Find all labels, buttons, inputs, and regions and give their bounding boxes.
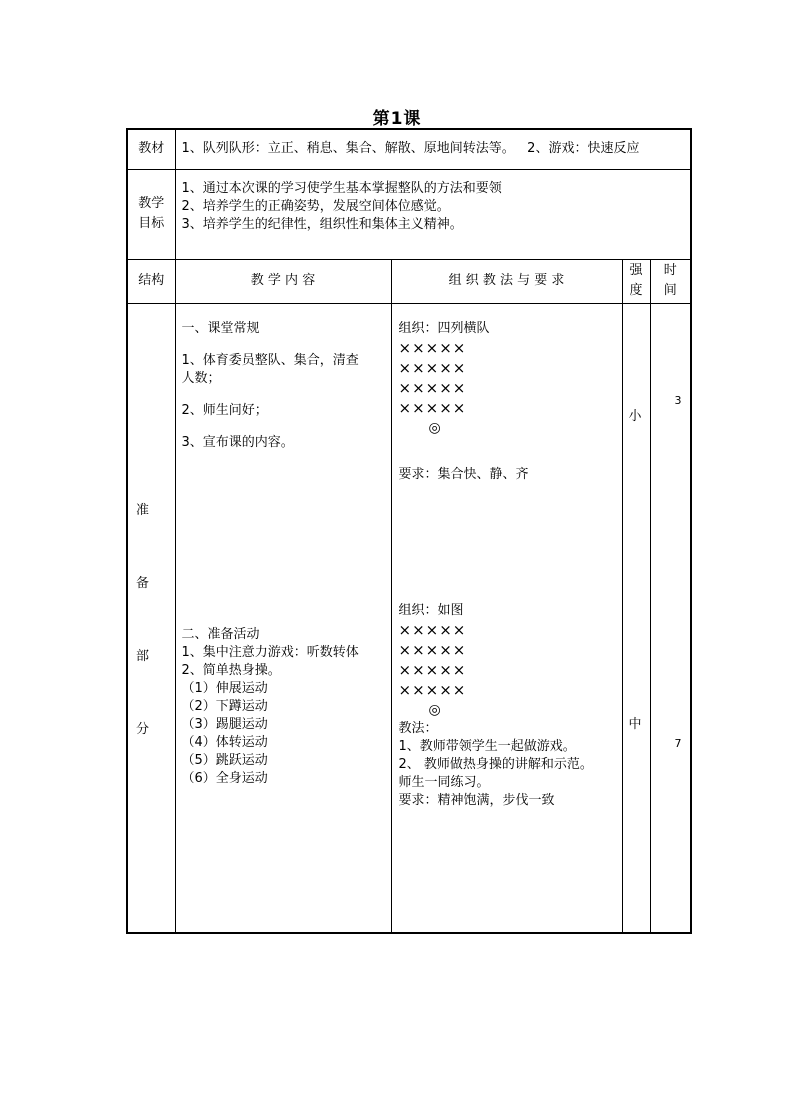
lesson-plan-table (126, 128, 692, 934)
goals-label (127, 169, 175, 259)
header-intensity-line1: 强 (629, 263, 643, 278)
method-requirement: 要求：集合快、静、齐 (398, 466, 529, 482)
header-intensity (622, 259, 650, 303)
method-org: 组织：如图 (398, 602, 464, 618)
goals-list (175, 169, 691, 259)
intensity-cell (622, 303, 650, 933)
content-heading: 一、课堂常规 (181, 320, 260, 336)
goal-item: 2、培养学生的正确姿势，发展空间体位感觉。 (181, 198, 450, 214)
content-item: 2、师生问好； (181, 402, 268, 418)
material-label: 教材 (127, 129, 175, 169)
goals-row (127, 169, 691, 259)
method-teach-item: 2、 教师做热身操的讲解和示范。 (398, 756, 593, 772)
formation-row: ××××× (398, 620, 467, 639)
content-part1 (182, 320, 387, 452)
method-part1 (399, 320, 619, 484)
formation-row: ××××× (398, 378, 467, 397)
page-title: 第1课 (372, 109, 422, 129)
material-text (175, 129, 691, 169)
intensity-value: 中 (628, 716, 642, 732)
header-intensity-line2: 度 (629, 283, 643, 298)
content-part2 (182, 626, 387, 788)
method-teach-label: 教法： (398, 720, 438, 736)
section-char: 部 (136, 648, 150, 664)
material-row (127, 129, 691, 169)
goal-item: 3、培养学生的纪律性，组织性和集体主义精神。 (181, 216, 463, 232)
content-item: （4）体转运动 (181, 734, 268, 750)
method-cell (391, 303, 622, 933)
method-part2 (399, 602, 619, 810)
section-char: 分 (136, 721, 150, 737)
content-item: （5）跳跃运动 (181, 752, 268, 768)
content-heading: 二、准备活动 (181, 626, 260, 642)
teacher-position-icon: ◎ (428, 419, 441, 436)
intensity-value: 小 (628, 408, 642, 424)
section-char: 备 (136, 575, 150, 591)
time-value: 7 (674, 736, 682, 750)
formation-row: ××××× (398, 338, 467, 357)
content-item: （3）踢腿运动 (181, 716, 268, 732)
content-item: 3、宣布课的内容。 (181, 434, 294, 450)
header-time-line1: 时 (663, 263, 677, 278)
content-item: （2）下蹲运动 (181, 698, 268, 714)
content-item: （1）伸展运动 (181, 680, 268, 696)
header-structure: 结构 (127, 259, 175, 303)
method-requirement: 要求：精神饱满，步伐一致 (398, 792, 555, 808)
section-char: 准 (136, 502, 150, 518)
content-item: 2、简单热身操。 (181, 662, 281, 678)
content-item: 人数； (181, 370, 221, 386)
method-teach-item: 师生一同练习。 (398, 774, 490, 790)
formation-row: ××××× (398, 660, 467, 679)
goal-item: 1、通过本次课的学习使学生基本掌握整队的方法和要领 (181, 180, 502, 196)
teacher-position-icon: ◎ (428, 701, 441, 718)
header-method: 组 织 教 法 与 要 求 (391, 259, 622, 303)
time-value: 3 (674, 393, 682, 407)
content-cell (175, 303, 391, 933)
formation-row: ××××× (398, 358, 467, 377)
content-item: 1、体育委员整队、集合，清查 (181, 352, 359, 368)
preparation-section-row (127, 303, 691, 933)
formation-row: ××××× (398, 398, 467, 417)
content-item: 1、集中注意力游戏：听数转体 (181, 644, 359, 660)
method-org: 组织：四列横队 (398, 320, 490, 336)
goals-label-line1: 教学 (138, 196, 165, 211)
time-cell (650, 303, 691, 933)
header-time-line2: 间 (663, 283, 677, 298)
formation-row: ××××× (398, 680, 467, 699)
material-content: 1、队列队形：立正、稍息、集合、解散、原地间转法等。 2、游戏：快速反应 (181, 141, 640, 157)
content-item: （6）全身运动 (181, 770, 268, 786)
header-time (650, 259, 691, 303)
formation-row: ××××× (398, 640, 467, 659)
goals-label-line2: 目标 (138, 216, 165, 231)
section-label (127, 303, 175, 933)
method-teach-item: 1、教师带领学生一起做游戏。 (398, 738, 576, 754)
header-content: 教 学 内 容 (175, 259, 391, 303)
header-row (127, 259, 691, 303)
